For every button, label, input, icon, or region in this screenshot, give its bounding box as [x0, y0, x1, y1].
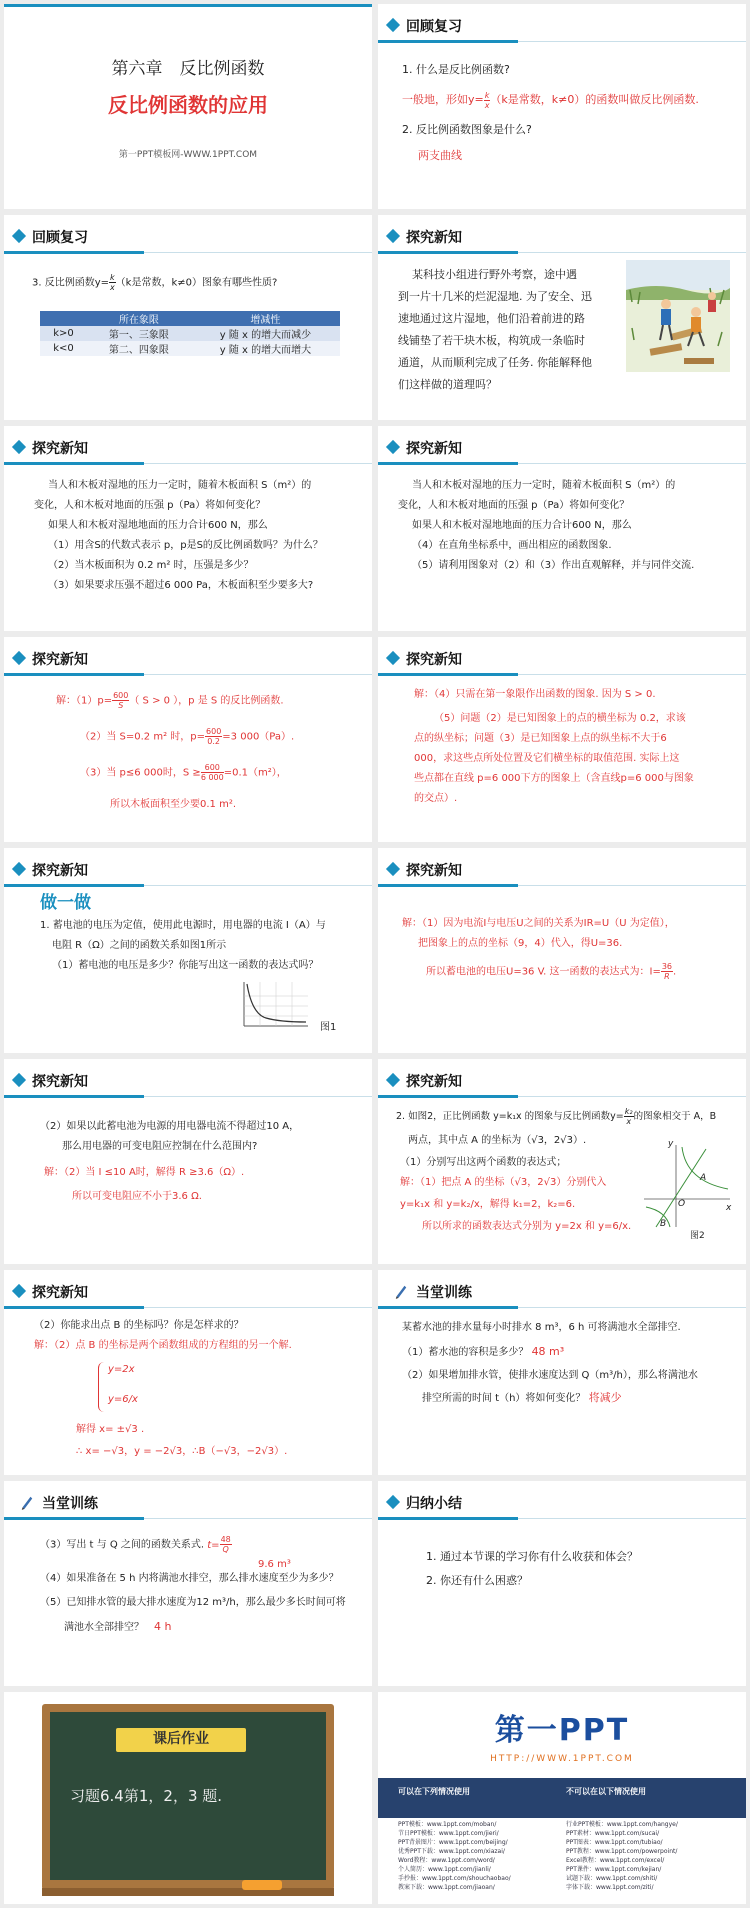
header-title: 探究新知: [32, 1074, 88, 1090]
slide-header: [378, 1491, 746, 1515]
problem-line: （2）如果增加排水管，使排水速度达到 Q（m³/h），那么将满池水: [402, 1370, 698, 1381]
slide-credits: [378, 1692, 746, 1904]
header-title: 归纳小结: [406, 1496, 462, 1512]
answer: 将减少: [588, 1391, 622, 1404]
header-title: 探究新知: [32, 441, 88, 457]
header-title: 当堂训练: [42, 1496, 98, 1512]
problem-line: 某蓄水池的排水量每小时排水 8 m³，6 h 可将满池水全部排空.: [402, 1322, 681, 1333]
slide-header: [378, 1069, 746, 1093]
resource-link[interactable]: PPT课件：www.1ppt.com/kejian/: [566, 1866, 662, 1873]
slide-header: [4, 647, 372, 671]
header-title: 探究新知: [32, 1285, 88, 1301]
story-line: 线铺垫了若干块木板，构筑成一条临时: [398, 334, 585, 347]
problem-line: （3）写出 t 与 Q 之间的函数关系式. t= $\frac{48}{Q}$: [40, 1535, 231, 1554]
answer-2: 两支曲线: [418, 149, 462, 162]
resource-link[interactable]: 字体下载：www.1ppt.com/ziti/: [566, 1884, 654, 1891]
slide-header: [4, 1280, 372, 1304]
usage-allowed: 可以在下列情况使用: [398, 1787, 470, 1796]
solution-line: 些点都在直线 p=6 000下方的图象上（含直线p=6 000与图象: [414, 773, 694, 784]
wetland-illustration: [626, 260, 730, 372]
resource-link[interactable]: Word教程：www.1ppt.com/word/: [398, 1857, 495, 1864]
slide-header: [4, 225, 372, 249]
question-1: 1. 什么是反比例函数?: [402, 63, 510, 76]
homework-title: 课后作业: [153, 1731, 209, 1747]
answer: t= $\frac{48}{Q}$: [207, 1535, 231, 1554]
resource-link[interactable]: PPT素材：www.1ppt.com/sucai/: [566, 1830, 660, 1837]
resource-link[interactable]: 教案下载：www.1ppt.com/jiaoan/: [398, 1884, 495, 1891]
diamond-icon: [386, 1495, 400, 1509]
intersection-graph: [640, 1141, 734, 1231]
resource-link[interactable]: 优秀PPT下载：www.1ppt.com/xiazai/: [398, 1848, 505, 1855]
answer: 9.6 m³: [258, 1559, 291, 1570]
slide-try-it: [4, 848, 372, 1053]
slide-top-line: [4, 4, 372, 7]
resource-link[interactable]: 试题下载：www.1ppt.com/shiti/: [566, 1875, 658, 1882]
slide-header: [378, 647, 746, 671]
slide-explore-4: [4, 1059, 372, 1264]
slide-title: [4, 4, 372, 209]
problem-line: （3）如果要求压强不超过6 000 Pa，木板面积至少要多大?: [48, 580, 314, 591]
point-label: B: [660, 1219, 667, 1229]
pencil-icon: [394, 1282, 408, 1300]
header-title: 探究新知: [406, 652, 462, 668]
header-title: 探究新知: [406, 230, 462, 246]
diamond-icon: [386, 862, 400, 876]
solution-line: 所以所求的函数表达式分别为 y=2x 和 y=6/x.: [422, 1221, 632, 1232]
resource-link[interactable]: 个人简历：www.1ppt.com/jianli/: [398, 1866, 491, 1873]
diamond-icon: [386, 651, 400, 665]
solution-line: 解：（1）把点 A 的坐标（√3，2√3）分别代入: [400, 1177, 607, 1188]
slide-explore-1: [378, 215, 746, 420]
resource-link[interactable]: PPT模板：www.1ppt.com/moban/: [398, 1821, 497, 1828]
activity-subtitle: 做一做: [40, 893, 91, 913]
solution-line: 解得 x= ±√3 .: [76, 1424, 145, 1435]
site-credit[interactable]: 第一PPT模板网-WWW.1PPT.COM: [118, 150, 258, 160]
table-row: k>0 第一、三象限 y 随 x 的增大而减少: [40, 326, 340, 341]
problem-line: （1）用含S的代数式表示 p，p是S的反比例函数吗？为什么？: [48, 540, 323, 551]
resource-link[interactable]: PPT背景图片：www.1ppt.com/beijing/: [398, 1839, 508, 1846]
slide-explore-6: [4, 1270, 372, 1475]
problem-line: （5）已知排水管的最大排水速度为12 m³/h，那么最少多长时间可将: [40, 1597, 346, 1608]
resource-link[interactable]: 行业PPT模板：www.1ppt.com/hangye/: [566, 1821, 678, 1828]
problem-line: 1. 蓄电池的电压为定值，使用此电源时，用电器的电流 I（A）与: [40, 920, 326, 931]
story-line: 们这样做的道理吗？: [398, 378, 497, 391]
problem-line: （2）你能求出点 B 的坐标吗？你是怎样求的？: [34, 1320, 244, 1331]
solution-line: 解：（1）p= $\frac{600}{S}$ （ S > 0 ），p 是 S 的反比例函数.: [56, 691, 284, 710]
diamond-icon: [386, 18, 400, 32]
diamond-icon: [12, 862, 26, 876]
axis-label: x: [726, 1203, 732, 1213]
problem-line: （1）分别写出这两个函数的表达式；: [400, 1157, 567, 1168]
diamond-icon: [12, 651, 26, 665]
problem-line: 满池水全部排空？ 4 h: [64, 1620, 172, 1633]
figure-label: 图1: [320, 1022, 337, 1033]
diamond-icon: [12, 1073, 26, 1087]
brand-logo: 第一PPT: [494, 1713, 630, 1748]
solution-line: 所以蓄电池的电压U=36 V. 这一函数的表达式为：I= $\frac{36}{R}$ .: [426, 962, 677, 981]
header-title: 探究新知: [406, 863, 462, 879]
resource-link[interactable]: PPT图表：www.1ppt.com/tubiao/: [566, 1839, 663, 1846]
header-title: 探究新知: [32, 863, 88, 879]
chalk-tray: [42, 1888, 334, 1896]
diamond-icon: [386, 440, 400, 454]
diamond-icon: [386, 1073, 400, 1087]
table-header: 所在象限: [118, 315, 159, 326]
pencil-icon: [20, 1493, 34, 1511]
solution-line: 点的纵坐标；问题（3）是已知图象上点的纵坐标不大于6: [414, 733, 667, 744]
solution-line: 把图象上的点的坐标（9，4）代入，得U=36.: [418, 938, 623, 949]
slide-header: [378, 14, 746, 38]
slide-solution-3: [378, 848, 746, 1053]
current-resistance-graph: [240, 980, 310, 1030]
problem-line: 排空所需的时间 t（h）将如何变化？ 将减少: [422, 1391, 622, 1404]
slide-header: [4, 1491, 372, 1515]
problem-line: （5）请利用图象对（2）和（3）作出直观解释，并与同伴交流.: [412, 560, 695, 571]
slide-header: [378, 436, 746, 460]
slide-homework: [4, 1692, 372, 1904]
resource-link[interactable]: Excel教程：www.1ppt.com/excel/: [566, 1857, 665, 1864]
properties-table: [40, 311, 340, 356]
problem-line: （1）蓄电池的电压是多少？你能写出这一函数的表达式吗？: [52, 960, 319, 971]
answer: 4 h: [154, 1620, 172, 1633]
summary-question: 2. 你还有什么困惑？: [426, 1574, 528, 1587]
chalk-stick: [242, 1880, 282, 1890]
problem-line: 那么用电器的可变电阻应控制在什么范围内?: [62, 1141, 258, 1152]
solution-line: 解：（4）只需在第一象限作出函数的图象. 因为 S > 0.: [414, 689, 656, 700]
problem-line: 两点，其中点 A 的坐标为（√3，2√3）.: [408, 1135, 587, 1146]
solution-line: 解：（2）点 B 的坐标是两个函数组成的方程组的另一个解.: [34, 1340, 292, 1351]
axis-label: y: [668, 1139, 674, 1149]
diamond-icon: [12, 1284, 26, 1298]
slide-solution-1: [4, 637, 372, 842]
diamond-icon: [12, 229, 26, 243]
table-header: 增减性: [250, 315, 281, 326]
story-line: 通道，从而顺利完成了任务. 你能解释他: [398, 356, 592, 369]
problem-line: 当人和木板对湿地的压力一定时，随着木板面积 S（m²）的: [412, 480, 676, 491]
figure-label: 图2: [690, 1231, 705, 1241]
slide-explore-3: [378, 426, 746, 631]
diamond-icon: [386, 229, 400, 243]
story-line: 到一片十几米的烂泥湿地. 为了安全、迅: [398, 290, 592, 303]
header-title: 探究新知: [406, 441, 462, 457]
summary-question: 1. 通过本节课的学习你有什么收获和体会？: [426, 1550, 638, 1563]
page-title: 反比例函数的应用: [108, 93, 268, 117]
solution-line: 所以木板面积至少要0.1 m².: [110, 799, 237, 810]
slide-solution-2: [378, 637, 746, 842]
header-title: 回顾复习: [406, 19, 462, 35]
problem-line: 电阻 R（Ω）之间的函数关系如图1所示: [52, 940, 227, 951]
slide-summary: [378, 1481, 746, 1686]
slide-header: [4, 1069, 372, 1093]
homework-task: 习题6.4第1，2，3 题.: [70, 1787, 223, 1805]
story-line: 速地通过这片湿地，他们沿着前进的路: [398, 312, 585, 325]
slide-header: [4, 436, 372, 460]
solution-line: ∴ x= −√3，y = −2√3，∴B（−√3，−2√3）.: [76, 1446, 288, 1457]
answer: 48 m³: [531, 1345, 565, 1358]
problem-line: （2）当木板面积为 0.2 m² 时，压强是多少？: [48, 560, 254, 571]
chapter-title: 第六章 反比例函数: [111, 59, 265, 79]
problem-line: （4）如果准备在 5 h 内将满池水排空，那么排水速度至少为多少？: [40, 1573, 339, 1584]
problem-line: 当人和木板对湿地的压力一定时，随着木板面积 S（m²）的: [48, 480, 312, 491]
solution-line: （3）当 p≤6 000时，S ≥ $\frac{600}{6 000}$ =0.1（m²），: [80, 763, 287, 782]
header-title: 探究新知: [32, 652, 88, 668]
problem-line: （4）在直角坐标系中，画出相应的函数图象.: [412, 540, 612, 551]
solution-line: 的交点）.: [414, 793, 458, 804]
problem-line: 变化，人和木板对地面的压强 p（Pa）将如何变化？: [34, 500, 266, 511]
slide-review-2: [4, 215, 372, 420]
solution-line: （5）问题（2）是已知图象上的点的横坐标为 0.2，求该: [434, 713, 686, 724]
equation-brace: [98, 1362, 105, 1412]
slide-explore-5: [378, 1059, 746, 1264]
solution-line: （2）当 S=0.2 m² 时，p= $\frac{600}{0.2}$ =3 000（Pa）.: [80, 727, 295, 746]
usage-disallowed: 不可以在以下情况使用: [566, 1787, 646, 1796]
solution-line: 000，求这些点所处位置及它们横坐标的取值范围. 实际上这: [414, 753, 680, 764]
header-title: 探究新知: [406, 1074, 462, 1090]
solution-line: 解：（1）因为电流I与电压U之间的关系为IR=U（U 为定值），: [402, 918, 675, 929]
answer-1: 一般地，形如y= $\frac{k}{x}$ （k是常数，k≠0）的函数叫做反比例函数.: [402, 90, 699, 110]
solution-line: y=k₁x 和 y=k₂/x，解得 k₁=2，k₂=6.: [400, 1199, 576, 1210]
slide-review-1: [378, 4, 746, 209]
solution-line: 解：（2）当 I ≤10 A时，解得 R ≥3.6（Ω）.: [44, 1167, 245, 1178]
problem-line: 如果人和木板对湿地地面的压力合计600 N，那么: [412, 520, 632, 531]
table-header: [40, 311, 87, 326]
problem-line: （2）如果以此蓄电池为电源的用电器电流不得超过10 A，: [40, 1121, 300, 1132]
diamond-icon: [12, 440, 26, 454]
slide-header: [378, 1280, 746, 1304]
slide-header: [378, 858, 746, 882]
problem-line: 变化，人和木板对地面的压强 p（Pa）将如何变化？: [398, 500, 630, 511]
table-row: k<0 第二、四象限 y 随 x 的增大而增大: [40, 341, 340, 356]
question-2: 2. 反比例函数图象是什么?: [402, 123, 532, 136]
resource-link[interactable]: PPT教程：www.1ppt.com/powerpoint/: [566, 1848, 678, 1855]
question-3: 3. 反比例函数y= $\frac{k}{x}$ （k是常数，k≠0）图象有哪些性质?: [32, 273, 278, 292]
slide-practice-1: [378, 1270, 746, 1475]
resource-link[interactable]: 手抄报：www.1ppt.com/shouchaobao/: [398, 1875, 511, 1882]
slide-header: [378, 225, 746, 249]
brand-url[interactable]: HTTP://WWW.1PPT.COM: [490, 1754, 634, 1764]
slide-explore-2: [4, 426, 372, 631]
solution-line: 所以可变电阻应不小于3.6 Ω.: [72, 1191, 202, 1202]
equation: y=6/x: [108, 1394, 138, 1405]
slide-header: [4, 858, 372, 882]
resource-link[interactable]: 节日PPT模板：www.1ppt.com/jieri/: [398, 1830, 499, 1837]
story-line: 某科技小组进行野外考察，途中遇: [412, 268, 577, 281]
header-title: 当堂训练: [416, 1285, 472, 1301]
slide-practice-2: [4, 1481, 372, 1686]
problem-line: 如果人和木板对湿地地面的压力合计600 N，那么: [48, 520, 268, 531]
point-label: A: [700, 1173, 707, 1183]
problem-line: 2. 如图2，正比例函数 y=k₁x 的图象与反比例函数y= $\frac{\text{k₂}}{x}$ 的图象相交于 A，B: [396, 1107, 717, 1126]
equation: y=2x: [108, 1364, 135, 1375]
point-label: O: [678, 1199, 686, 1209]
problem-line: （1）蓄水池的容积是多少？ 48 m³: [402, 1345, 565, 1358]
header-title: 回顾复习: [32, 230, 88, 246]
